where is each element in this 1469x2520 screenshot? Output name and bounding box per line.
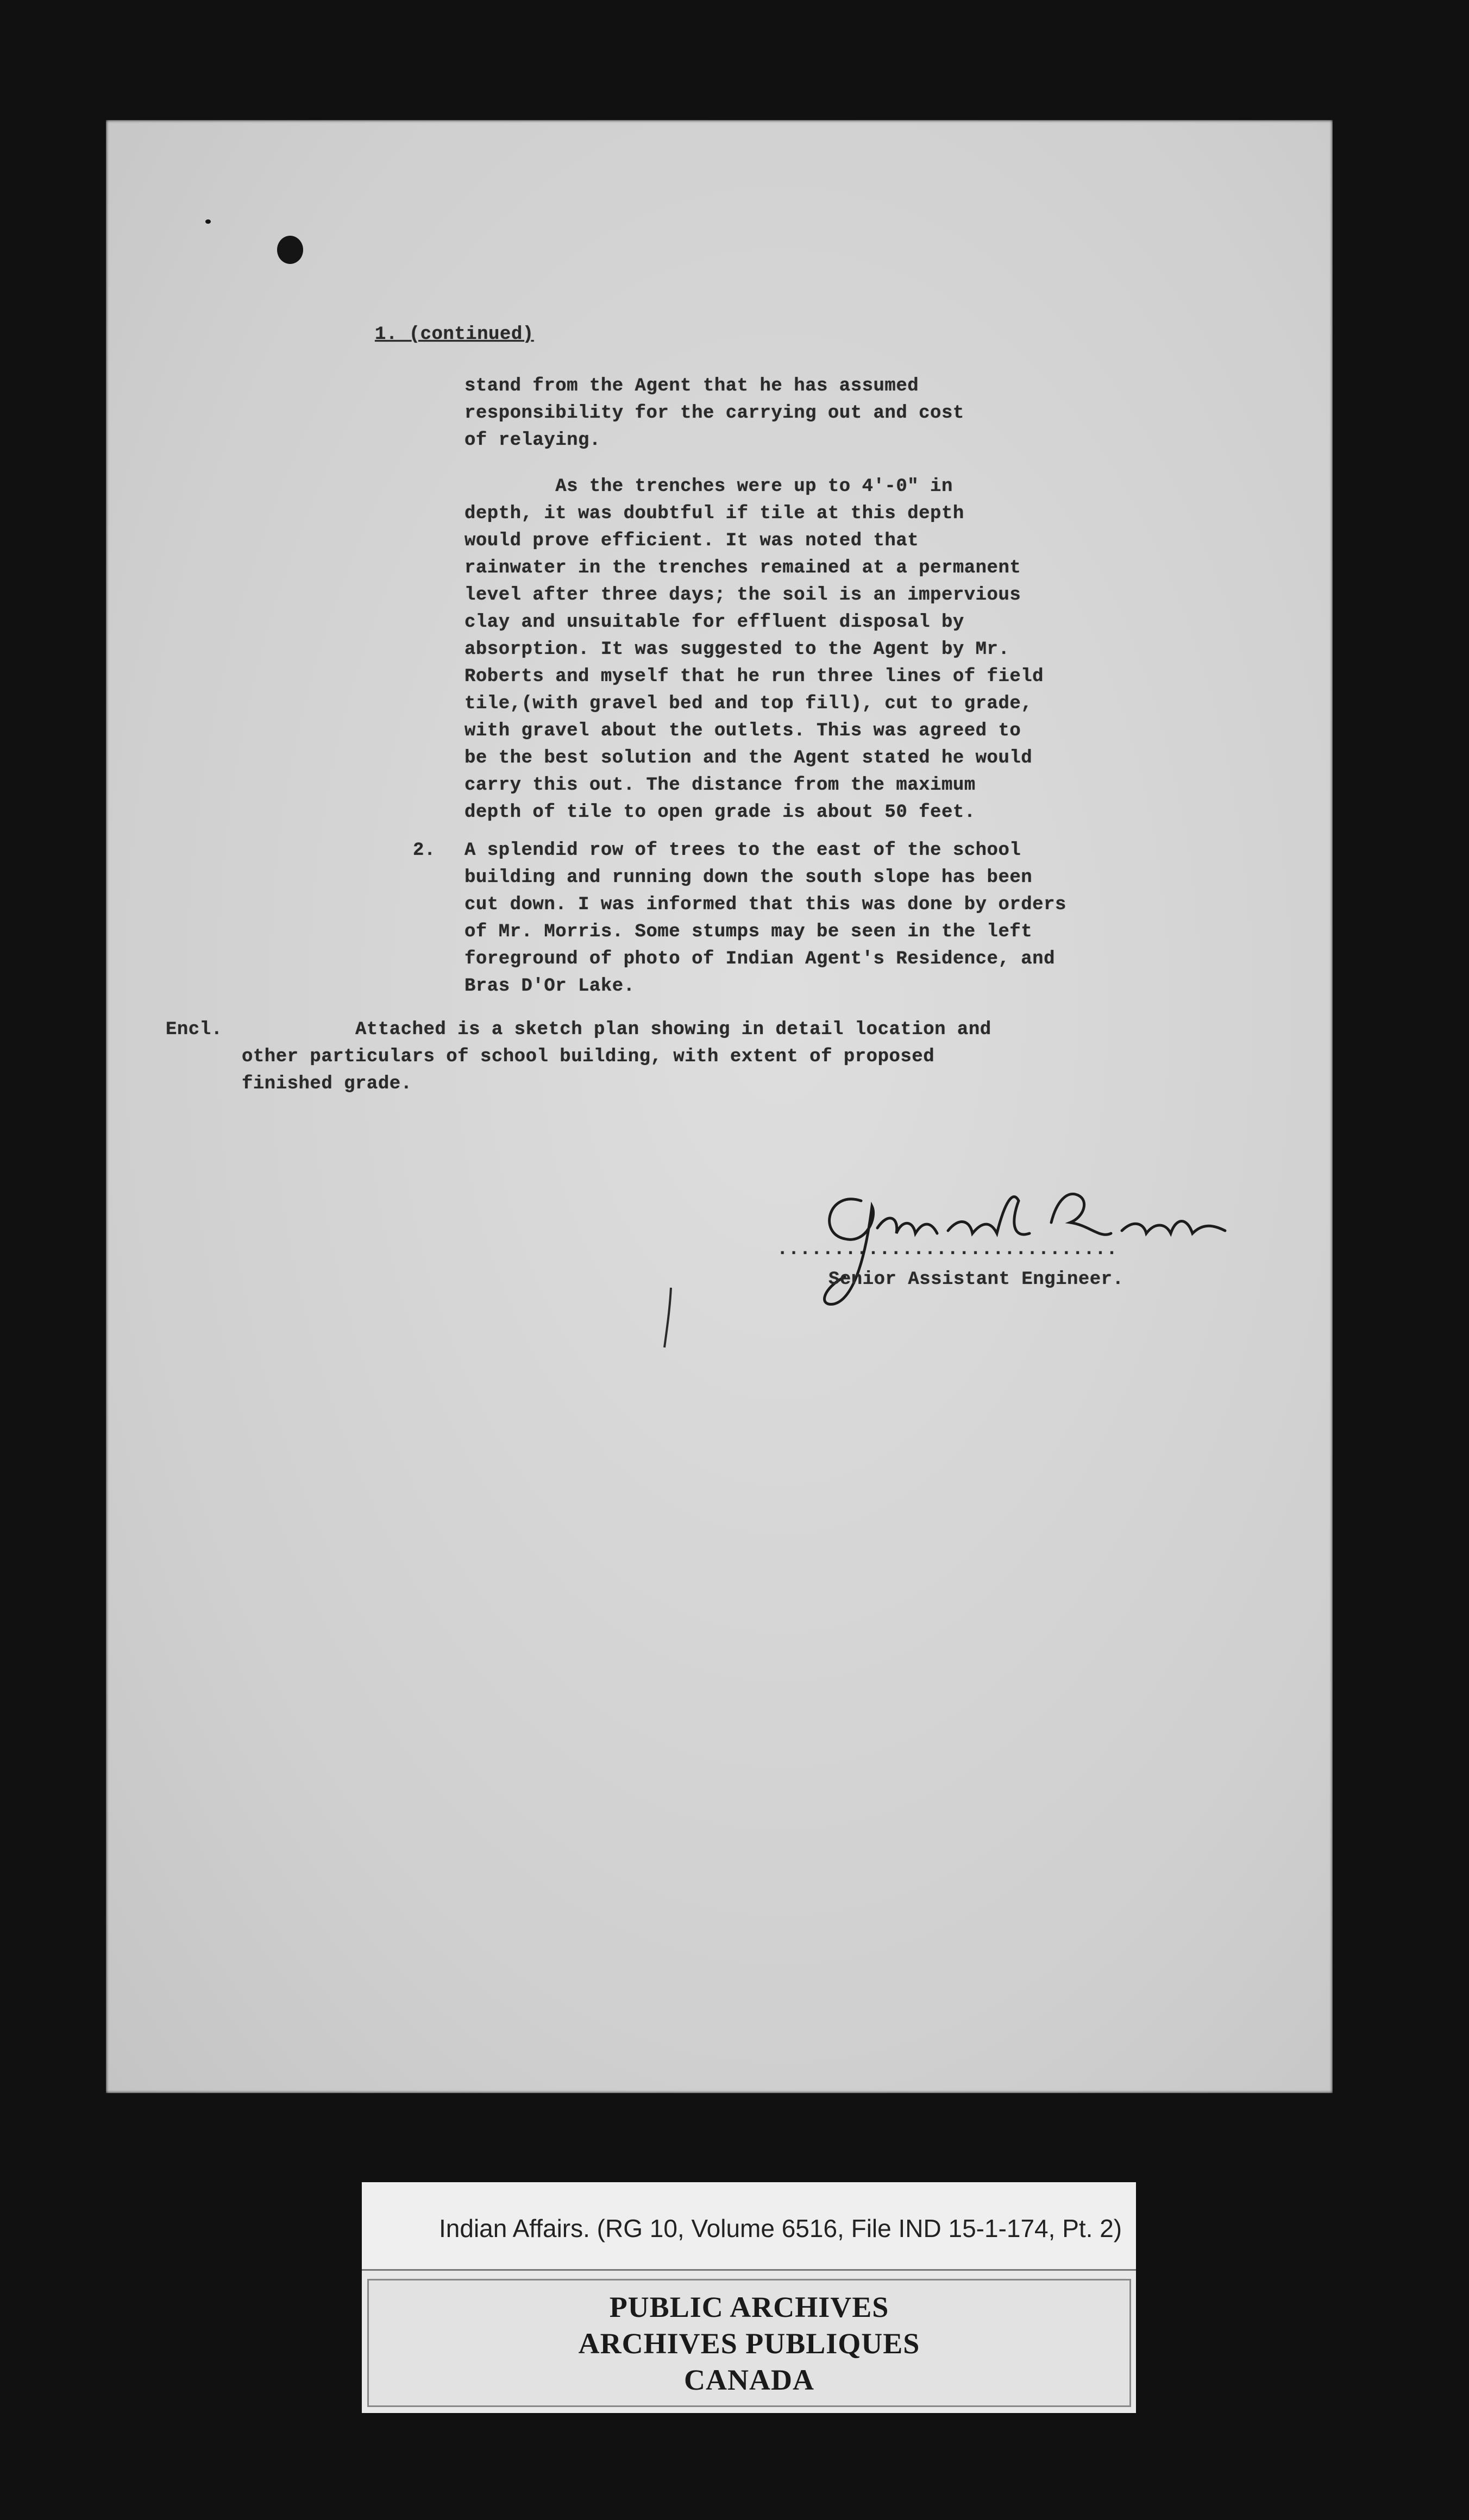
- ink-blot: [277, 236, 303, 264]
- text-line: other particulars of school building, with extent of proposed: [242, 1047, 935, 1067]
- item1-continuation: [464, 373, 964, 454]
- text-line: level after three days; the soil is an impervious: [464, 585, 1021, 606]
- text-line: of Mr. Morris. Some stumps may be seen in the left: [464, 922, 1033, 942]
- stamp-line-canada: CANADA: [684, 2364, 814, 2396]
- citation-strip: [362, 2182, 1136, 2271]
- text-line: depth of tile to open grade is about 50 feet.: [464, 802, 976, 823]
- archive-stamp: [367, 2279, 1131, 2407]
- stamp-line-archives-publiques: ARCHIVES PUBLIQUES: [578, 2327, 920, 2360]
- text-line: finished grade.: [242, 1074, 412, 1094]
- text-line: tile,(with gravel bed and top fill), cut to grade,: [464, 694, 1033, 714]
- text-line: be the best solution and the Agent stated he would: [464, 748, 1033, 768]
- text-line: stand from the Agent that he has assumed: [464, 376, 919, 396]
- text-line: building and running down the south slope has been: [464, 867, 1033, 888]
- signature-dotted-line: ..............................: [777, 1239, 1118, 1260]
- text-line: rainwater in the trenches remained at a permanent: [464, 558, 1021, 578]
- text-line: responsibility for the carrying out and cost: [464, 403, 964, 424]
- text-line: absorption. It was suggested to the Agent by Mr.: [464, 639, 1010, 660]
- item2-paragraph: [464, 837, 1066, 1000]
- item2-number: 2.: [413, 840, 436, 861]
- archive-citation: Indian Affairs. (RG 10, Volume 6516, File IND 15-1-174, Pt. 2): [439, 2214, 1122, 2242]
- text-line: clay and unsuitable for effluent disposal by: [464, 612, 964, 633]
- enclosure-label: Encl.: [166, 1019, 223, 1040]
- speck-mark: [205, 219, 211, 224]
- signature-name: Garnet Rankin: [796, 1168, 800, 1169]
- text-line: foreground of photo of Indian Agent's Residence, and: [464, 949, 1055, 969]
- text-line: of relaying.: [464, 430, 601, 451]
- text-line: would prove efficient. It was noted that: [464, 531, 919, 551]
- text-line: carry this out. The distance from the maximum: [464, 775, 976, 796]
- text-line: with gravel about the outlets. This was agreed to: [464, 721, 1021, 741]
- archive-label-slip: [362, 2182, 1136, 2413]
- text-line: A splendid row of trees to the east of the school: [464, 840, 1021, 861]
- text-line: As the trenches were up to 4'-0" in: [464, 476, 953, 497]
- text-line: Roberts and myself that he run three lines of field: [464, 666, 1044, 687]
- text-line: Attached is a sketch plan showing in detail location and: [242, 1019, 991, 1040]
- signature-title: Senior Assistant Engineer.: [828, 1269, 1124, 1290]
- stamp-line-public-archives: PUBLIC ARCHIVES: [609, 2291, 889, 2323]
- enclosure-paragraph: [242, 1016, 991, 1098]
- text-line: depth, it was doubtful if tile at this depth: [464, 503, 964, 524]
- item1-paragraph: [464, 473, 1044, 826]
- document-page: [106, 120, 1333, 2093]
- stray-pen-mark: [660, 1282, 676, 1353]
- text-line: Bras D'Or Lake.: [464, 976, 635, 997]
- text-line: cut down. I was informed that this was done by orders: [464, 894, 1066, 915]
- section-heading: 1. (continued): [375, 324, 534, 345]
